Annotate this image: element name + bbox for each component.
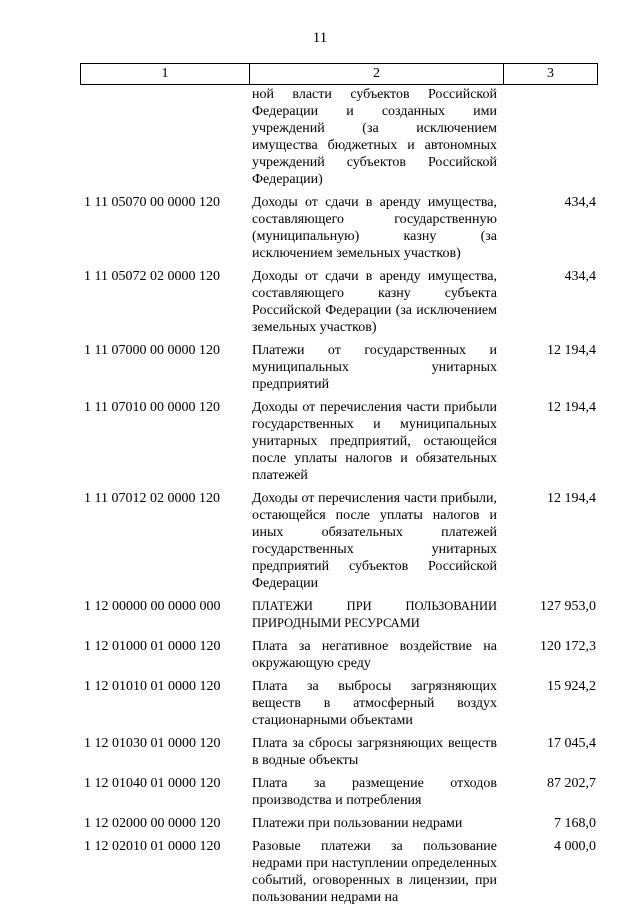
row-name: Доходы от перечисления части прибыли государственных и муниципальных унитарных предприятий, остающейся после уплаты налогов и обязательных платежей — [252, 400, 497, 483]
row-name: Разовые платежи за пользование недрами при наступлении определенных событий, оговоренных в лицензии, при пользовании недрами на — [252, 839, 497, 905]
row-code: 1 12 02000 00 0000 120 — [84, 816, 221, 831]
row-code: 1 11 05070 00 0000 120 — [84, 195, 220, 210]
header-col-1: 1 — [81, 64, 250, 84]
table-row — [80, 268, 598, 336]
table-row — [80, 342, 598, 393]
row-code: 1 12 00000 00 0000 000 — [84, 599, 221, 614]
header-col-2: 2 — [250, 64, 504, 84]
row-value: 17 045,4 — [547, 736, 596, 751]
row-name: Плата за негативное воздействие на окружающую среду — [252, 639, 497, 671]
row-code: 1 11 07010 00 0000 120 — [84, 400, 220, 415]
row-value: 12 194,4 — [547, 343, 596, 358]
row-name: Доходы от сдачи в аренду имущества, составляющего казну субъекта Российской Федерации (за исключением земельных участков) — [252, 269, 497, 335]
row-value: 434,4 — [564, 269, 596, 284]
table-row — [80, 735, 598, 769]
row-code: 1 11 05072 02 0000 120 — [84, 269, 220, 284]
row-value: 434,4 — [564, 195, 596, 210]
table-row — [80, 775, 598, 809]
table-row — [80, 194, 598, 262]
table-row — [80, 399, 598, 484]
row-name: Плата за размещение отходов производства и потребления — [252, 776, 497, 808]
row-code: 1 12 01010 01 0000 120 — [84, 679, 221, 694]
row-value: 15 924,2 — [547, 679, 596, 694]
row-name: Платежи при пользовании недрами — [252, 816, 463, 831]
header-col-3: 3 — [547, 66, 554, 81]
table-row — [80, 638, 598, 672]
row-code: 1 12 01030 01 0000 120 — [84, 736, 221, 751]
row-value: 87 202,7 — [547, 776, 596, 791]
row-value: 127 953,0 — [540, 599, 596, 614]
row-code: 1 12 02010 01 0000 120 — [84, 839, 221, 854]
row-name: Доходы от сдачи в аренду имущества, составляющего государственную (муниципальную) казну (за исключением земельных участков) — [252, 195, 497, 261]
row-code: 1 11 07012 02 0000 120 — [84, 491, 220, 506]
row-code: 1 12 01000 01 0000 120 — [84, 639, 221, 654]
row-value: 12 194,4 — [547, 400, 596, 415]
row-name: ной власти субъектов Российской Федерации и созданных ими учреждений (за исключением имущества бюджетных и автономных учреждений субъектов Российской Федерации) — [252, 87, 497, 187]
table-row — [80, 86, 598, 188]
row-code — [80, 86, 249, 188]
row-value: 12 194,4 — [547, 491, 596, 506]
row-value: 4 000,0 — [554, 839, 596, 854]
table-row — [80, 490, 598, 592]
table-row — [80, 678, 598, 729]
page-number: 11 — [312, 30, 328, 46]
row-name: ПЛАТЕЖИ ПРИ ПОЛЬЗОВАНИИ ПРИРОДНЫМИ РЕСУРСАМИ — [252, 599, 497, 630]
row-value: 120 172,3 — [540, 639, 596, 654]
row-name: Плата за сбросы загрязняющих веществ в водные объекты — [252, 736, 497, 768]
row-name: Доходы от перечисления части прибыли, остающейся после уплаты налогов и иных обязательных платежей государственных унитарных предприятий субъектов Российской Федерации — [252, 491, 497, 591]
row-code: 1 11 07000 00 0000 120 — [84, 343, 220, 358]
row-value: 7 168,0 — [554, 816, 596, 831]
table-header — [80, 63, 598, 85]
row-value — [503, 86, 598, 188]
row-code: 1 12 01040 01 0000 120 — [84, 776, 221, 791]
row-name: Плата за выбросы загрязняющих веществ в атмосферный воздух стационарными объектами — [252, 679, 497, 728]
table-row — [80, 815, 598, 832]
table-row — [80, 838, 598, 906]
table-row — [80, 598, 598, 632]
row-name: Платежи от государственных и муниципальных унитарных предприятий — [252, 343, 497, 392]
table-body — [80, 86, 598, 912]
